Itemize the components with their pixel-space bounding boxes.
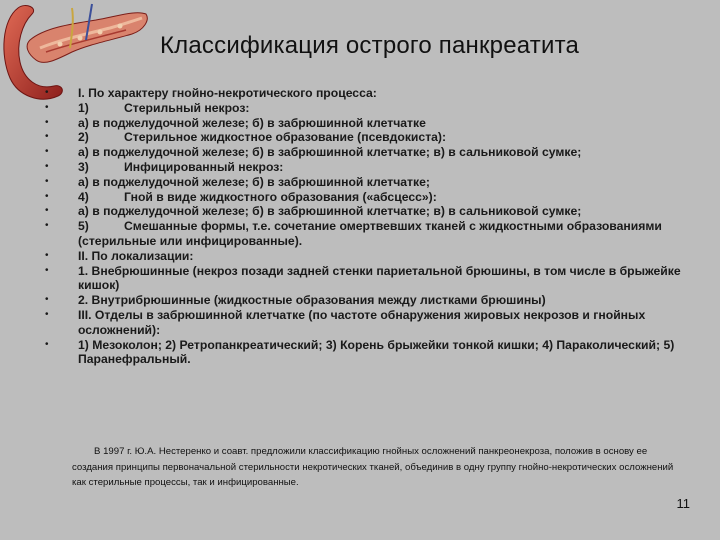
- item-text: III. Отделы в забрюшинной клетчатке (по частоте обнаружения жировых некрозов и гнойных осложнений):: [78, 307, 646, 337]
- list-item: [44, 338, 684, 368]
- bullet: •: [45, 101, 49, 113]
- list-item: [44, 175, 684, 190]
- bullet: •: [45, 131, 49, 143]
- item-text: а) в поджелудочной железе; б) в забрюшинной клетчатке;: [78, 174, 430, 189]
- slide-title: Классификация острого панкреатита: [160, 32, 580, 59]
- item-text: Стерильный некроз:: [124, 100, 250, 115]
- item-text: Гной в виде жидкостного образования («абсцесс»):: [124, 189, 437, 204]
- list-item: [44, 160, 684, 175]
- bullet: •: [45, 175, 49, 187]
- list-item: [44, 101, 684, 116]
- bullet: •: [45, 116, 49, 128]
- bullet: •: [45, 308, 49, 320]
- item-text: Смешанные формы, т.е. сочетание омертвевших тканей с жидкостными образованиями (стерильные или инфицированные).: [78, 219, 662, 248]
- bullet: •: [45, 264, 49, 276]
- bullet: •: [45, 190, 49, 202]
- list-item: [44, 264, 684, 294]
- item-number: 5): [78, 219, 89, 234]
- classification-list: [44, 86, 684, 367]
- item-text: 1) Мезоколон; 2) Ретропанкреатический; 3) Корень брыжейки тонкой кишки; 4) Параколический; 5) Паранефральный.: [78, 337, 675, 367]
- bullet: •: [45, 220, 49, 232]
- item-number: 3): [78, 159, 89, 174]
- item-number: 1): [78, 100, 89, 115]
- bullet: •: [45, 338, 49, 350]
- list-item: [44, 145, 684, 160]
- footnote-text: В 1997 г. Ю.А. Нестеренко и соавт. предложили классификацию гнойных осложнений панкреонекроза, положив в основу ее создания принципы первоначальной стерильности некротических тканей, объединив в одну группу гнойно-некротических осложнений как стерильные процессы, так и инфицированные.: [72, 446, 674, 488]
- item-text: I. По характеру гнойно-некротического процесса:: [78, 86, 377, 100]
- bullet: •: [45, 249, 49, 261]
- list-item: [44, 204, 684, 219]
- list-item: [44, 308, 684, 338]
- list-item: [44, 219, 684, 249]
- item-text: Инфицированный некроз:: [124, 159, 284, 174]
- item-text: а) в поджелудочной железе; б) в забрюшинной клетчатке; в) в сальниковой сумке;: [78, 145, 582, 160]
- list-item: [44, 116, 684, 131]
- item-text: а) в поджелудочной железе; б) в забрюшинной клетчатке; в) в сальниковой сумке;: [78, 204, 582, 219]
- bullet: •: [45, 205, 49, 217]
- bullet: •: [45, 87, 49, 98]
- item-number: 2): [78, 130, 89, 145]
- footnote: [72, 444, 688, 491]
- list-item: [44, 86, 684, 101]
- item-text: 2. Внутрибрюшинные (жидкостные образования между листками брюшины): [78, 293, 546, 308]
- bullet: •: [45, 146, 49, 158]
- list-item: [44, 190, 684, 205]
- bullet: •: [45, 294, 49, 306]
- item-text: 1. Внебрюшинные (некроз позади задней стенки париетальной брюшины, в том числе в брыжейке кишок): [78, 263, 681, 293]
- list-item: [44, 130, 684, 145]
- page-number: 11: [676, 496, 690, 511]
- item-text: а) в поджелудочной железе; б) в забрюшинной клетчатке: [78, 115, 426, 130]
- item-number: 4): [78, 189, 89, 204]
- item-text: II. По локализации:: [78, 248, 194, 263]
- list-item: [44, 293, 684, 308]
- bullet: •: [45, 160, 49, 172]
- item-text: Стерильное жидкостное образование (псевдокиста):: [124, 130, 447, 145]
- list-item: [44, 249, 684, 264]
